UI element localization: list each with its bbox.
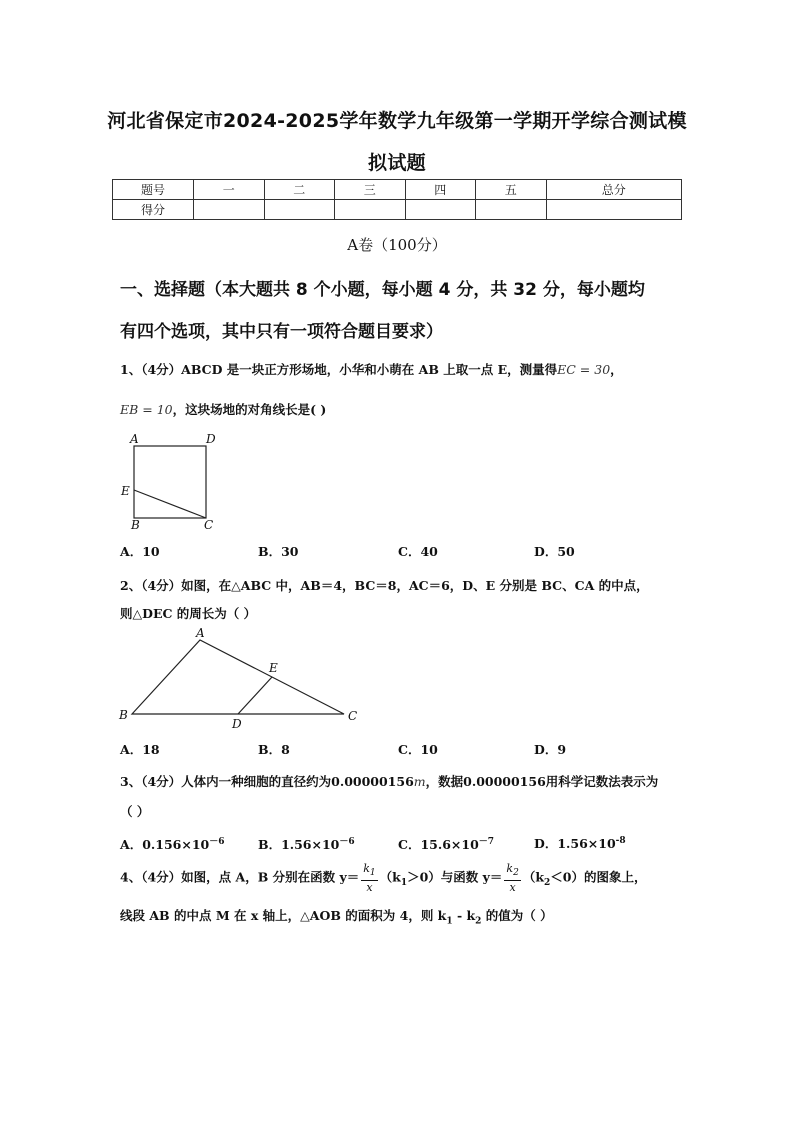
score-cell: 得分 <box>113 200 194 220</box>
section-heading-line1: 一、选择题（本大题共 8 个小题，每小题 4 分，共 32 分，每小题均 <box>120 280 645 300</box>
q2-option-c[interactable]: C．10 <box>398 742 438 757</box>
q3-option-c[interactable] <box>398 834 494 853</box>
triangle-abc <box>132 640 344 714</box>
exponent: -8 <box>615 835 626 846</box>
label-d: D <box>206 432 216 446</box>
subscript: 1 <box>400 878 408 889</box>
frac-subscript: 1 <box>369 868 376 879</box>
segment-ec <box>134 490 206 518</box>
question-4-line2 <box>120 906 553 927</box>
score-input-cell <box>264 200 335 220</box>
label-c: C <box>204 518 214 532</box>
label-d: D <box>232 717 242 731</box>
question-2-line1: 2、（4分）如图，在△ABC 中，AB＝4，BC＝8，AC＝6，D、E 分别是 BC、CA 的中点， <box>120 578 649 593</box>
score-input-cell <box>546 200 682 220</box>
score-input-cell <box>194 200 265 220</box>
exponent: －7 <box>478 837 495 847</box>
frac-subscript: 2 <box>513 868 519 879</box>
q3-option-a[interactable] <box>120 834 224 853</box>
question-4-text-end: 的值为（ ） <box>481 908 553 923</box>
question-1-text-end: ，这块场地的对角线长是( ) <box>172 402 327 417</box>
question-4-line1 <box>120 862 646 894</box>
option-text: B．1.56×10 <box>258 837 340 853</box>
q3-option-d[interactable] <box>534 834 626 852</box>
exponent: －6 <box>209 837 225 847</box>
question-3-line2: （ ） <box>120 804 150 819</box>
score-cell: 题号 <box>113 180 194 200</box>
label-a: A <box>196 626 205 640</box>
question-1-line1 <box>120 360 623 378</box>
fraction-k2-over-x <box>504 862 520 894</box>
label-e: E <box>121 484 130 498</box>
score-cell: 二 <box>264 180 335 200</box>
math-eb: EB = 10 <box>120 402 173 417</box>
frac-denominator: x <box>509 881 516 895</box>
condition-text: （k <box>379 869 401 885</box>
score-cell: 四 <box>405 180 476 200</box>
q2-option-a[interactable]: A．18 <box>120 742 160 757</box>
score-table <box>112 179 682 220</box>
q3-option-b[interactable] <box>258 834 355 853</box>
square-abcd <box>134 446 206 518</box>
label-c: C <box>348 709 358 723</box>
math-ec: EC = 30 <box>557 362 611 377</box>
document-title-line1: 河北省保定市2024-2025学年数学九年级第一学期开学综合测试模 <box>107 110 687 132</box>
question-4-text: 线段 AB 的中点 M 在 x 轴上，△AOB 的面积为 4，则 k <box>120 908 447 923</box>
question-3-text: 3、（4分）人体内一种细胞的直径约为0.00000156 <box>120 774 414 789</box>
exponent: －6 <box>339 837 355 847</box>
condition-text: ＞0）与函数 y＝ <box>407 869 503 885</box>
question-4-text: 4、（4分）如图，点 A，B 分别在函数 y＝ <box>120 869 360 885</box>
option-text: A．0.156×10 <box>120 837 210 853</box>
question-4-text: - k <box>452 908 476 923</box>
frac-denominator: x <box>366 881 373 895</box>
condition-text: （k <box>522 869 544 885</box>
score-input-cell <box>476 200 547 220</box>
volume-heading: A卷（100分） <box>347 236 447 254</box>
option-text: D．1.56×10 <box>534 836 616 851</box>
option-text: C．15.6×10 <box>398 837 479 853</box>
score-cell: 五 <box>476 180 547 200</box>
label-b: B <box>131 518 140 532</box>
condition-text: ＜0）的图象上， <box>550 869 647 885</box>
frac-numerator: k <box>506 862 514 875</box>
label-e: E <box>269 661 278 675</box>
score-input-cell <box>335 200 406 220</box>
frac-numerator: k <box>363 862 370 875</box>
fraction-k1-over-x <box>361 862 377 894</box>
q1-option-b[interactable]: B．30 <box>258 544 299 559</box>
section-heading-line2: 有四个选项，其中只有一项符合题目要求） <box>120 322 443 342</box>
score-table-score-row <box>113 200 682 220</box>
question-1-line2 <box>120 400 326 418</box>
comma: ， <box>610 362 623 377</box>
q1-option-d[interactable]: D．50 <box>534 544 575 559</box>
label-a: A <box>130 432 139 446</box>
document-title-line2: 拟试题 <box>368 152 426 174</box>
score-cell: 三 <box>335 180 406 200</box>
subscript: 2 <box>543 878 551 889</box>
label-b: B <box>119 708 128 722</box>
question-2-figure <box>112 624 372 734</box>
subscript: 1 <box>446 916 453 927</box>
q2-option-d[interactable]: D．9 <box>534 742 567 757</box>
score-cell: 总分 <box>546 180 682 200</box>
score-input-cell <box>405 200 476 220</box>
score-cell: 一 <box>194 180 265 200</box>
question-1-text: 1、（4分）ABCD 是一块正方形场地，小华和小萌在 AB 上取一点 E，测量得 <box>120 362 558 377</box>
q2-option-b[interactable]: B．8 <box>258 742 290 757</box>
score-table-header-row <box>113 180 682 200</box>
q1-option-a[interactable]: A．10 <box>120 544 160 559</box>
question-3-text-end: ，数据0.00000156用科学记数法表示为 <box>425 774 659 789</box>
question-1-figure <box>112 428 232 536</box>
q1-option-c[interactable]: C．40 <box>398 544 438 559</box>
question-3-line1 <box>120 772 658 790</box>
question-2-line2: 则△DEC 的周长为（ ） <box>120 606 257 621</box>
subscript: 2 <box>475 916 482 927</box>
unit-m: m <box>413 774 426 789</box>
segment-de <box>238 677 272 714</box>
